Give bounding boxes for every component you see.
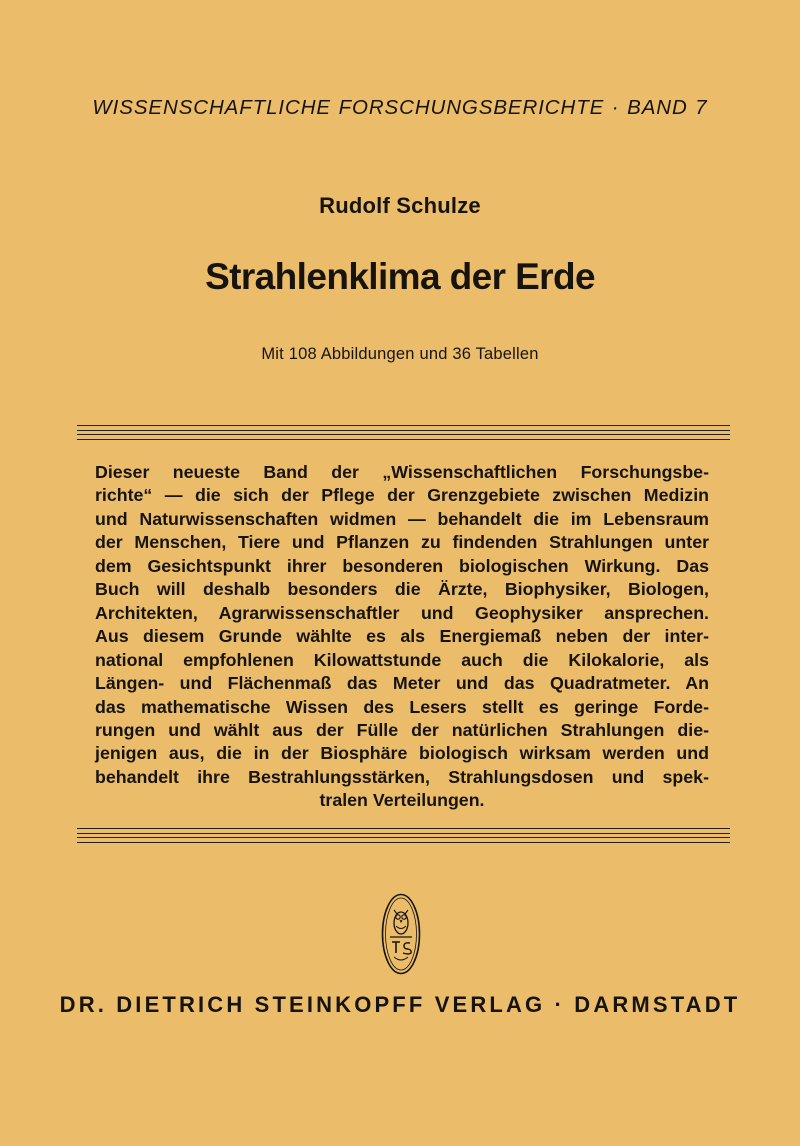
- description-text: [95, 461, 709, 813]
- description-line: Längen- und Flächenmaß das Meter und das Quadratmeter. An: [95, 673, 709, 694]
- description-line: Aus diesem Grunde wählte es als Energiemaß neben der inter-: [95, 626, 709, 647]
- description-line: der Menschen, Tiere und Pflanzen zu findenden Strahlungen unter: [95, 532, 709, 553]
- description-line: richte“ — die sich der Pflege der Grenzgebiete zwischen Medizin: [95, 485, 709, 506]
- series-heading: WISSENSCHAFTLICHE FORSCHUNGSBERICHTE · BAND 7: [92, 96, 708, 119]
- description-line: tralen Verteilungen.: [319, 790, 485, 811]
- description-line: jenigen aus, die in der Biosphäre biologisch wirksam werden und: [95, 743, 709, 764]
- top-rule-divider: [77, 425, 730, 445]
- illustrations-note: Mit 108 Abbildungen und 36 Tabellen: [261, 345, 539, 363]
- description-line: dem Gesichtspunkt ihrer besonderen biologischen Wirkung. Das: [95, 555, 709, 576]
- description-line: und Naturwissenschaften widmen — behandelt die im Lebensraum: [95, 508, 709, 529]
- description-line: behandelt ihre Bestrahlungsstärken, Strahlungsdosen und spek-: [95, 766, 709, 787]
- bottom-rule-divider: [77, 828, 730, 848]
- description-line: national empfohlenen Kilowattstunde auch die Kilokalorie, als: [95, 649, 709, 670]
- book-title: Strahlenklima der Erde: [205, 256, 595, 297]
- publisher-seal-icon: [381, 893, 421, 975]
- description-line: Buch will deshalb besonders die Ärzte, Biophysiker, Biologen,: [95, 579, 709, 600]
- description-line: Architekten, Agrarwissenschaftler und Geophysiker ansprechen.: [95, 602, 709, 623]
- description-line: rungen und wählt aus der Fülle der natürlichen Strahlungen die-: [95, 719, 709, 740]
- description-line: das mathematische Wissen des Lesers stellt es geringe Forde-: [95, 696, 709, 717]
- description-line: Dieser neueste Band der „Wissenschaftlichen Forschungsbe-: [95, 462, 709, 482]
- author-name: Rudolf Schulze: [319, 193, 481, 218]
- publisher-line: DR. DIETRICH STEINKOPFF VERLAG · DARMSTADT: [59, 992, 741, 1017]
